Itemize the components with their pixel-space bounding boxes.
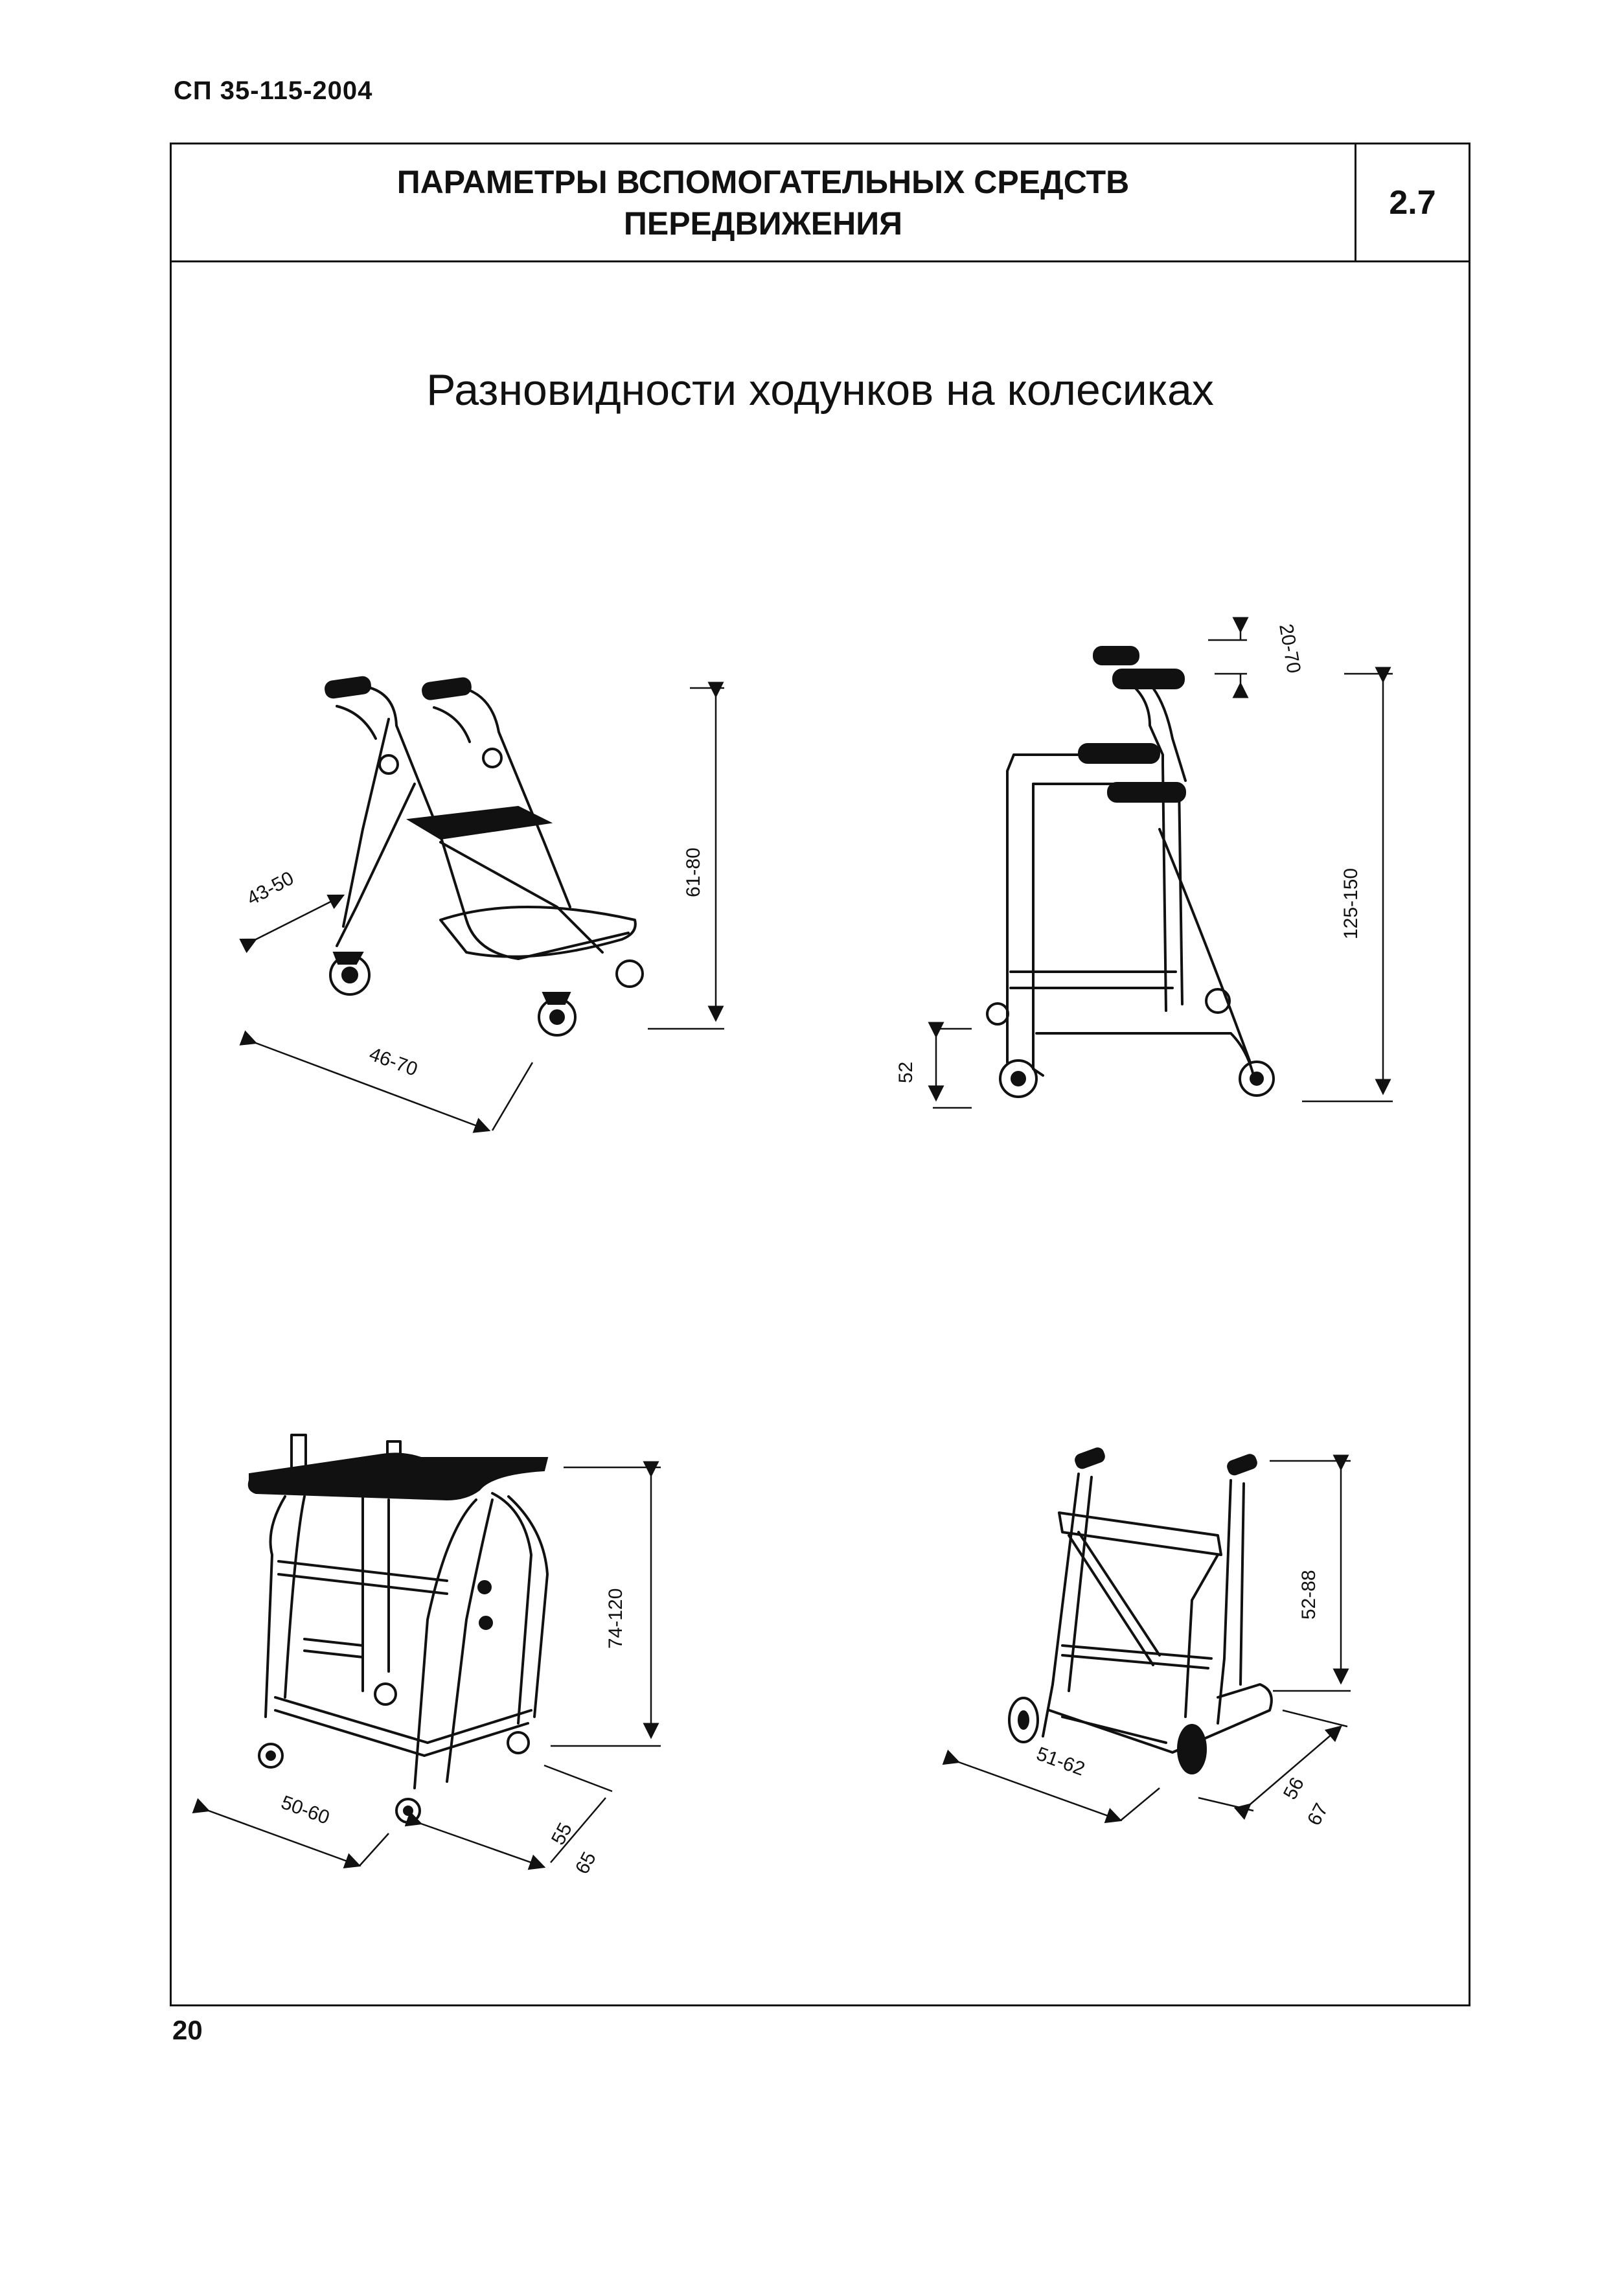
walker3-drawing xyxy=(209,1435,661,1867)
section-title-line1: ПАРАМЕТРЫ ВСПОМОГАТЕЛЬНЫХ СРЕДСТВ xyxy=(396,163,1130,200)
walker1-depth-label: 43-50 xyxy=(243,867,298,910)
section-number: 2.7 xyxy=(1355,144,1469,260)
walker4-depth-min-label: 56 xyxy=(1279,1774,1309,1804)
walker3-depth-max-label: 65 xyxy=(571,1848,600,1878)
walker3-height-label: 74-120 xyxy=(605,1588,626,1649)
walker2-height-label: 125-150 xyxy=(1340,867,1362,939)
walker2-lower-height-label: 52 xyxy=(895,1061,917,1083)
document-code: СП 35-115-2004 xyxy=(174,76,373,105)
walker3-width-label: 50-60 xyxy=(278,1791,332,1829)
walker2-grip-offset-label: 20-70 xyxy=(1275,622,1305,675)
walker4-width-label: 51-62 xyxy=(1033,1743,1088,1780)
page-number: 20 xyxy=(172,2015,203,2045)
walker2-drawing xyxy=(933,632,1393,1108)
section-title-line2: ПЕРЕДВИЖЕНИЯ xyxy=(623,205,903,242)
walker4-height-label: 52-88 xyxy=(1298,1570,1320,1620)
walker1-height-label: 61-80 xyxy=(683,847,704,897)
walker4-depth-max-label: 67 xyxy=(1303,1800,1332,1830)
walker1-width-label: 46-70 xyxy=(366,1043,420,1081)
walker3-depth-min-label: 55 xyxy=(547,1819,577,1849)
walker1-drawing xyxy=(256,676,724,1130)
walker4-drawing xyxy=(959,1447,1351,1820)
figure-subtitle: Разновидности ходунков на колесиках xyxy=(426,365,1214,415)
